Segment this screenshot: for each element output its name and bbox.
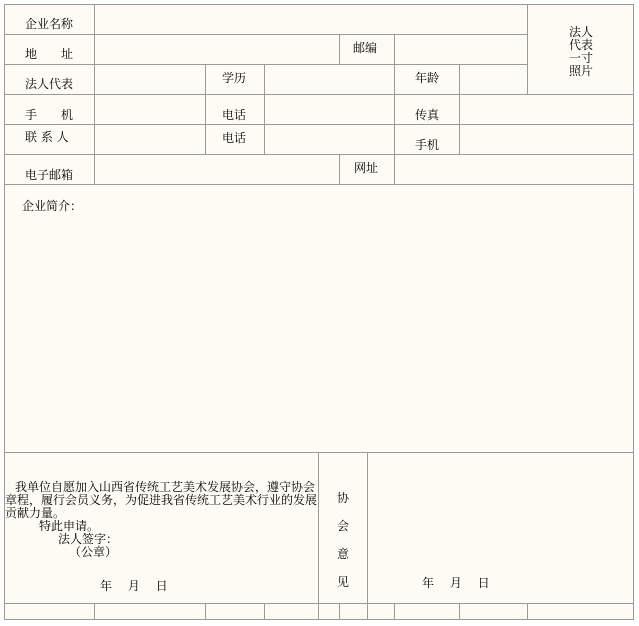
contact-phone-label: 电话 [222,131,247,145]
rule [339,34,340,64]
postcode-field[interactable] [396,36,526,63]
statement-line: 法人签字： [58,532,119,546]
rule [394,154,395,184]
mobile-field[interactable] [96,96,204,123]
contact-label: 联 系 人 [25,130,69,144]
application-date: 年 月 日 [100,579,168,593]
rule [4,452,634,453]
address-field[interactable] [96,36,338,63]
opinion-char: 意 [336,547,349,561]
rule [264,64,265,154]
education-label: 学历 [222,71,247,85]
age-label: 年龄 [415,71,440,85]
website-field[interactable] [396,156,632,183]
website-label: 网址 [354,161,379,175]
statement-line: 特此申请。 [39,519,100,533]
photo-placeholder[interactable] [530,26,632,78]
rule [4,603,634,604]
address-label-char: 址 [61,47,74,61]
contact-field[interactable] [96,126,204,153]
mobile-label-char: 机 [61,108,74,122]
opinion-char: 会 [336,519,349,533]
rule [394,94,395,154]
address-label-char: 地 [25,47,38,61]
legal-rep-label: 法人代表 [25,77,74,91]
age-field[interactable] [461,66,526,93]
company-intro-area[interactable] [6,216,632,450]
opinion-char: 见 [336,575,349,589]
photo-caption-line: 一寸 [568,51,593,65]
rule [394,34,395,94]
company-name-field[interactable] [96,6,526,33]
rule [527,4,528,94]
postcode-label: 邮编 [353,41,378,55]
legal-rep-field[interactable] [96,66,204,93]
rule [264,603,265,620]
rule [4,34,527,35]
email-field[interactable] [96,156,338,183]
photo-caption-line: 照片 [568,64,593,78]
education-field[interactable] [266,66,393,93]
association-date: 年 月 日 [422,576,490,590]
rule [94,603,95,620]
rule [318,452,319,620]
rule [4,619,634,620]
rule [339,603,340,620]
contact-mobile-field[interactable] [461,126,632,153]
rule [4,154,634,155]
rule [4,184,634,185]
photo-caption-line: 法人 [568,25,593,39]
rule [205,603,206,620]
rule [367,452,368,620]
rule [459,603,460,620]
rule [4,94,634,95]
statement-line: （公章） [69,545,118,559]
photo-caption-line: 代表 [568,38,593,52]
opinion-char: 协 [336,491,349,505]
statement-line: 贡献力量。 [5,506,66,520]
application-statement [5,481,317,559]
association-opinion-label [335,491,351,603]
company-intro-label: 企业简介： [22,199,83,213]
statement-line: 我单位自愿加入山西省传统工艺美术发展协会，遵守协会 [15,480,316,494]
rule [4,64,527,65]
company-name-label: 企业名称 [25,17,74,31]
contact-mobile-label: 手机 [415,138,440,152]
rule [394,603,395,620]
rule [633,4,634,620]
rule [4,124,634,125]
statement-line: 章程，履行会员义务，为促进我省传统工艺美术行业的发展 [5,493,318,507]
association-opinion-area[interactable] [369,454,632,602]
rule [339,154,340,184]
phone-field[interactable] [266,96,393,123]
phone-label: 电话 [222,108,247,122]
contact-phone-field[interactable] [266,126,393,153]
email-label: 电子邮箱 [25,168,74,182]
mobile-label-char: 手 [25,108,38,122]
rule [205,64,206,154]
rule [527,603,528,620]
fax-field[interactable] [461,96,632,123]
rule [459,64,460,154]
rule [4,4,634,5]
fax-label: 传真 [415,108,440,122]
rule [94,4,95,184]
